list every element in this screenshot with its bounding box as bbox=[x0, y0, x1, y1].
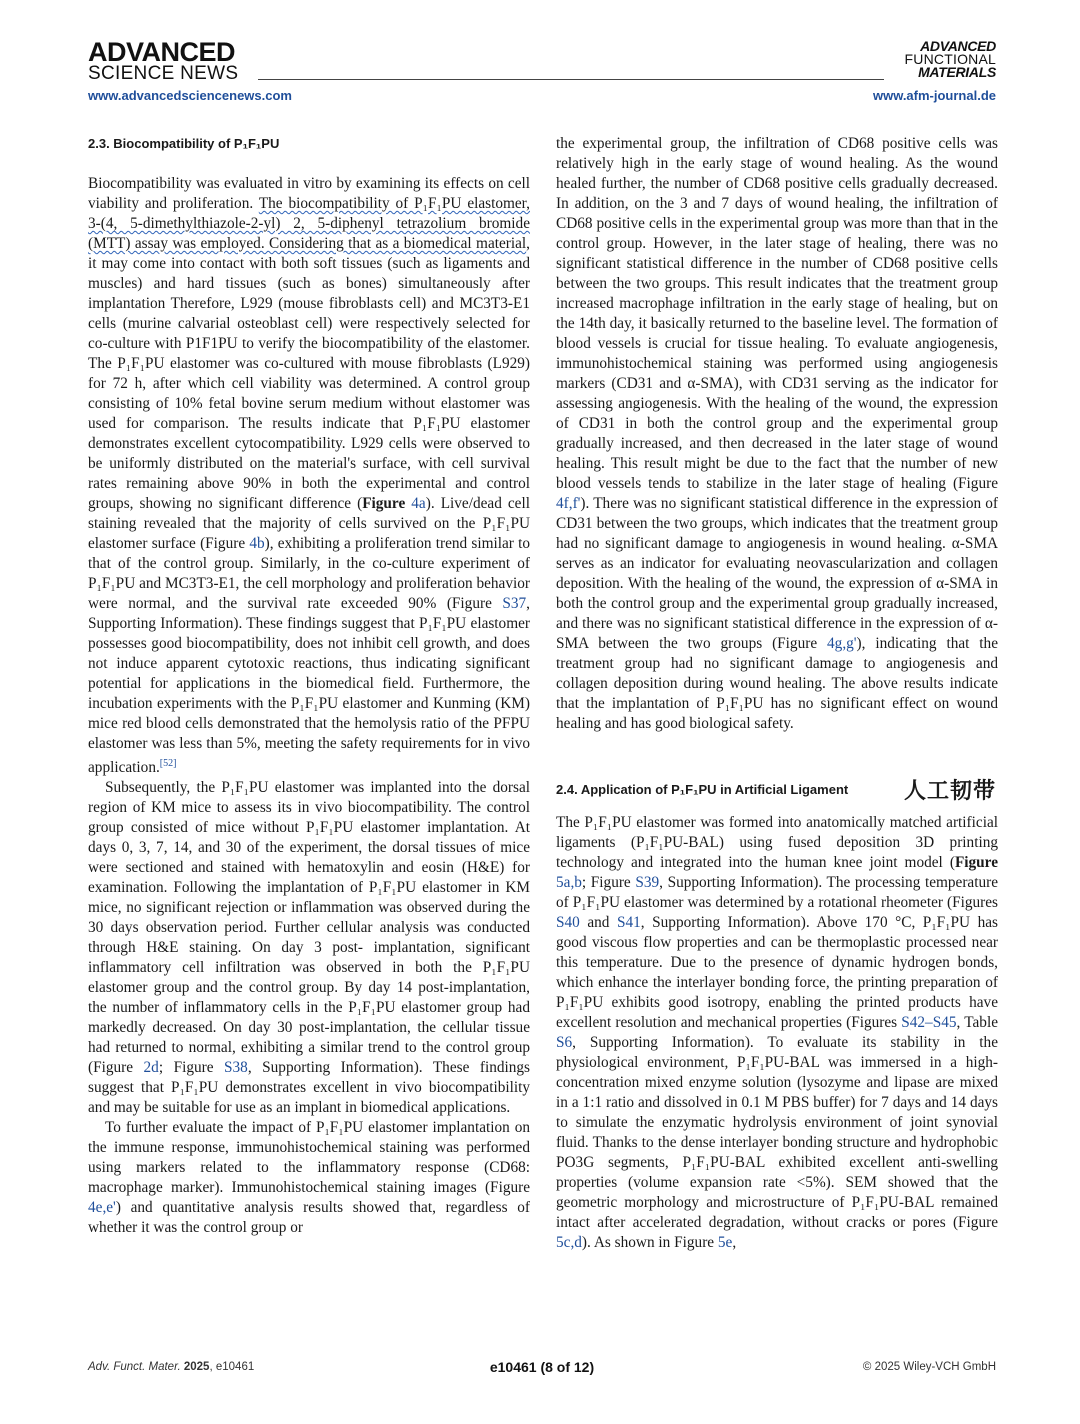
text-run: ). Live/dead cell staining revealed that the majority of cells survived on the P₁F₁PU elastomer surface (Figure bbox=[88, 495, 530, 552]
section-heading-row bbox=[556, 774, 998, 805]
annotated-underline-text: The biocompatibility of P₁F₁PU elastomer, 3-(4, 5-dimethylthiazole-2-yl) 2, 5-diphenyl tetrazolium bromide (MTT) assay was employed. Considering that as a biomedical material bbox=[88, 195, 530, 252]
publisher-url-link[interactable]: www.advancedsciencenews.com bbox=[88, 88, 292, 103]
publisher-logo bbox=[88, 37, 328, 84]
figure-word: Figure bbox=[362, 495, 412, 512]
footer-journal-name: Adv. Funct. Mater. bbox=[88, 1361, 181, 1373]
text-run: , Supporting Information). The processing temperature of P₁F₁PU elastomer was determined by a rotational rheometer (Figures bbox=[556, 874, 998, 911]
figure-4e-ref-link[interactable]: 4e,e' bbox=[88, 1199, 116, 1217]
text-run: , Table bbox=[956, 1014, 998, 1031]
figure-5cd-ref-link[interactable]: 5c,d bbox=[556, 1234, 582, 1251]
paragraph bbox=[88, 1118, 530, 1238]
figure-s42-s45-ref-link[interactable]: S42–S45 bbox=[901, 1014, 957, 1031]
figure-s41-ref-link[interactable]: S41 bbox=[616, 914, 641, 931]
paragraph bbox=[88, 778, 530, 1118]
right-column bbox=[556, 134, 998, 1253]
paragraph bbox=[556, 134, 998, 734]
journal-logo bbox=[905, 40, 996, 79]
text-run: , Supporting Information). Above 170 °C, P₁F₁PU has good viscous flow properties and can be thermoplastic processed near this temperature. Due to the presence of dynamic hydrogen bonds, which enhance the interlayer bonding force, the printing preparation of P₁F₁PU exhibits good isotropy, enabling the printed products have excellent resolution and mechanical properties (Figures bbox=[556, 914, 998, 1031]
footer-article-id: , e10461 bbox=[209, 1361, 255, 1373]
text-run: ; Figure bbox=[581, 874, 636, 891]
text-run: The P₁F₁PU elastomer was formed into anatomically matched artificial ligaments (P₁F₁PU-BAL) using fused deposition 3D printing technology and integrated into the human knee joint model ( bbox=[556, 814, 998, 871]
figure-s40-ref-link[interactable]: S40 bbox=[556, 914, 580, 931]
table-s6-ref-link[interactable]: S6 bbox=[556, 1034, 573, 1051]
section-heading-2-3: 2.3. Biocompatibility of P₁F₁PU bbox=[88, 136, 280, 151]
figure-2d-ref-link[interactable]: 2d bbox=[143, 1059, 159, 1077]
text-run: ) and quantitative analysis results showed that, regardless of whether it was the control group or bbox=[88, 1199, 530, 1237]
figure-s38-ref-link[interactable]: S38 bbox=[224, 1059, 248, 1077]
publisher-logo-line1: ADVANCED bbox=[88, 37, 236, 67]
text-run: the experimental group, the infiltration of CD68 positive cells was relatively high in the early stage of wound healing. As the wound healed further, the number of CD68 positive cells gradually decreased. In addition, on the 3 and 7 days of wound healing, the infiltration of CD68 positive cells in the experimental group was more than that in the control group. However, in the later stage of healing, there was no significant statistical difference in the number of CD68 positive cells between the two groups. This result indicates that the treatment group increased macrophage infiltration in the early stage of healing, but on the 14th day, it basically returned to the baseline level. The formation of blood vessels is crucial for tissue healing. To evaluate angiogenesis, immunohistochemical staining was performed using angiogenesis markers (CD31 and α-SMA), with CD31 serving as the indicator for assessing angiogenesis. With the healing of the wound, the expression of CD31 in both the control group and the experimental group gradually increased, and then decreased in the later stage of wound healing. This result might be due to the fact that the number of new blood vessels tends to stabilize in the later stage of healing (Figure bbox=[556, 135, 998, 492]
text-run: To further evaluate the impact of P₁F₁PU elastomer implantation on the immune response, immunohistochemical staining was performed using markers related to the inflammatory response (CD68: macrophage marker). Immunohistochemical staining images (Figure bbox=[88, 1119, 530, 1197]
figure-s37-ref-link[interactable]: S37 bbox=[502, 595, 527, 612]
journal-logo-line1: ADVANCED bbox=[920, 38, 996, 54]
text-run: ). As shown in Figure bbox=[581, 1234, 718, 1251]
figure-4f-ref-link[interactable]: 4f,f' bbox=[556, 495, 581, 512]
figure-4b-ref-link[interactable]: 4b bbox=[249, 535, 265, 552]
journal-logo-line3: MATERIALS bbox=[918, 64, 996, 80]
footer-year: 2025 bbox=[183, 1361, 210, 1373]
figure-5e-ref-link[interactable]: 5e bbox=[717, 1234, 733, 1251]
figure-4a-ref-link[interactable] bbox=[362, 495, 426, 512]
paragraph bbox=[88, 174, 530, 778]
figure-id: 5a,b bbox=[556, 874, 582, 891]
left-column bbox=[88, 134, 530, 1238]
text-run: Subsequently, the P₁F₁PU elastomer was implanted into the dorsal region of KM mice to assess its in vivo biocompatibility. The control group consisted of mice without P₁F₁PU elastomer implantation. At days 0, 3, 7, 14, and 30 of the experiment, the dorsal tissues of mice were sectioned and stained with hematoxylin and eosin (H&E) for examination. Following the implantation of P₁F₁PU elastomer in KM mice, no significant rejection or inflammation was observed during the 30 days observation period. Further cellular analysis was conducted through H&E staining. On day 3 post- implantation, significant inflammatory cell infiltration was observed in both the P₁F₁PU elastomer group and the control group. By day 14 post-implantation, the number of inflammatory cells in the P₁F₁PU elastomer group had markedly decreased. On day 30 post-implantation, the cellular tissue had returned to normal, exhibiting a similar trend to the control group (Figure bbox=[88, 779, 530, 1077]
page-number: e10461 (8 of 12) bbox=[489, 1359, 595, 1375]
publisher-logo-line2: SCIENCE NEWS bbox=[88, 63, 239, 84]
text-run: ), indicating that the treatment group had no significant damage to angiogenesis and collagen deposition during wound healing. The above results indicate that the implantation of P₁F₁PU has no significant effect on wound healing and has good biological safety. bbox=[556, 635, 998, 732]
figure-id: 4a bbox=[411, 495, 426, 512]
text-run: , Supporting Information). These findings suggest that P₁F₁PU elastomer possesses good biocompatibility, does not inhibit cell growth, and does not induce apparent cytotoxic reactions, thus indicating significant potential for applications in the biomedical field. Furthermore, the incubation experiments with the P₁F₁PU elastomer and Kunming (KM) mice red blood cells demonstrated that the hemolysis ratio of the PFPU elastomer was less than 5%, meeting the safety requirements for in vivo application. bbox=[88, 595, 530, 777]
text-run: , Supporting Information). These findings suggest that P₁F₁PU demonstrates excellent in vivo biocompatibility and may be suitable for use as an implant in biomedical applications. bbox=[88, 1059, 530, 1117]
figure-s39-ref-link[interactable]: S39 bbox=[635, 874, 660, 891]
figure-4g-ref-link[interactable]: 4g,g' bbox=[827, 635, 857, 652]
figure-word: Figure bbox=[954, 854, 998, 871]
handwritten-note: 人工韧带 bbox=[903, 778, 996, 803]
citation-52-link[interactable]: [52] bbox=[159, 758, 177, 769]
text-run: ; Figure bbox=[158, 1059, 225, 1077]
text-run: ). There was no significant statistical difference in the expression of CD31 between the two groups, which indicates that the treatment group had no significant damage to angiogenesis in wound healing. α-SMA serves as an indicator for evaluating neovascularization and collagen deposition. With the healing of the wound, the expression of α-SMA in both the control group and the experimental group gradually increased, and there was no significant statistical difference in the expression of α-SMA between the two groups (Figure bbox=[556, 495, 998, 652]
text-run: ), exhibiting a proliferation trend similar to that of the control group. Similarly, in the co-culture experiment of P₁F₁PU and MC3T3-E1, the cell morphology and proliferation behavior were normal, and the survival rate exceeded 90% (Figure bbox=[88, 535, 531, 612]
text-run: , bbox=[732, 1234, 737, 1251]
journal-url-link[interactable]: www.afm-journal.de bbox=[872, 88, 996, 103]
text-run: , it may come into contact with both soft tissues (such as ligaments and muscles) and hard tissues (such as bones) simultaneously after implantation Therefore, L929 (mouse fibroblasts cell) and MC3T3-E1 cells (murine calvarial osteoblast cell) were respectively selected for co-culture with P1F1PU to verify the biocompatibility of the elastomer. The P₁F₁PU elastomer was co-cultured with mouse fibroblasts (L929) for 72 h, after which cell viability was determined. A control group consisting of 10% fetal bovine serum medium without elastomer was used for comparison. The results indicate that P₁F₁PU elastomer demonstrates excellent cytocompatibility. L929 cells were observed to be uniformly distributed on the material's surface, with cell survival rates remaining above 90% in both the experimental and control groups, showing no significant difference ( bbox=[88, 235, 530, 512]
text-run: and bbox=[579, 914, 617, 931]
section-heading-2-4: 2.4. Application of P₁F₁PU in Artificial Ligament bbox=[556, 781, 849, 797]
journal-logo-line2: FUNCTIONAL bbox=[904, 51, 996, 67]
header-rule bbox=[258, 79, 884, 80]
text-run: Biocompatibility was evaluated in vitro by examining its effects on cell viability and proliferation. bbox=[88, 175, 530, 212]
text-run: , Supporting Information). To evaluate its stability in the physiological environment, P₁F₁PU-BAL was immersed in a high-concentration mixed enzyme solution (lysozyme and lipase are mixed in a 1:1 ratio and dissolved in 0.1 M PBS buffer) for 7 days and 14 days to simulate the enzymatic hydrolysis environment of joint synovial fluid. Thanks to the dense interlayer bonding structure and hydrophobic PO3G segments, P₁F₁PU-BAL exhibited excellent anti-swelling properties (volume expansion rate <5%). SEM showed that the geometric morphology and microstructure of P₁F₁PU-BAL remained intact after accelerated degradation, without cracks or pores (Figure bbox=[556, 1034, 998, 1231]
copyright-notice: © 2025 Wiley-VCH GmbH bbox=[862, 1361, 996, 1373]
paragraph bbox=[556, 813, 998, 1253]
page-footer bbox=[88, 1361, 996, 1379]
